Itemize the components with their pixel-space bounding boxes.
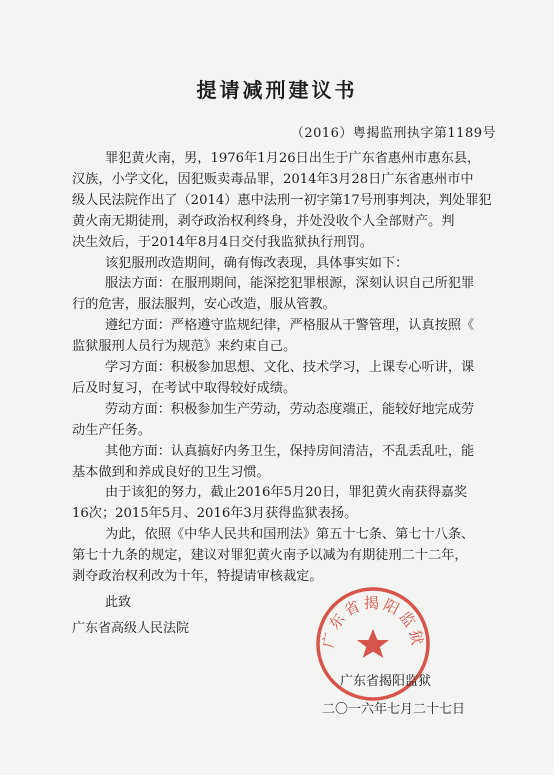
- body-line: 级人民法院作出了（2014）惠中法刑一初字第17号刑事判决，判处罪犯: [72, 192, 492, 208]
- body-line: 监狱服刑人员行为规范》来约束自己。: [72, 339, 297, 355]
- body-line: 汉族，小学文化，因犯贩卖毒品罪，2014年3月28日广东省惠州市中: [72, 171, 474, 187]
- salutation: 此致: [105, 595, 132, 610]
- body-line: 该犯服刑改造期间，确有悔改表现，具体事实如下：: [105, 255, 409, 271]
- body-line: 由于该犯的努力，截止2016年5月20日，罪犯黄火南获得嘉奖: [105, 485, 468, 501]
- seal-text: 广东省揭阳监狱: [319, 594, 427, 650]
- body-line: 基本做到和养成良好的卫生习惯。: [72, 464, 270, 480]
- addressee: 广东省高级人民法院: [72, 621, 190, 636]
- body-line: 黄火南无期徒刑，剥夺政治权利终身，并处没收个人全部财产。判: [72, 213, 455, 229]
- body-line: 学习方面：积极参加思想、文化、技术学习，上课专心听讲，课: [105, 360, 475, 375]
- body-line: 动生产任务。: [72, 422, 152, 438]
- body-line: 16次；2015年5月、2016年3月获得监狱表扬。: [72, 506, 358, 522]
- issue-date: 二〇一六年七月二十七日: [322, 702, 466, 717]
- document-title: 提请减刑建议书: [196, 78, 358, 102]
- body-line: 遵纪方面：严格遵守监规纪律，严格服从干警管理，认真按照《: [105, 318, 475, 334]
- document-number: （2016）粤揭监刑执字第1189号: [290, 126, 496, 141]
- body-line: 服法方面：在服刑期间，能深挖犯罪根源，深刻认识自己所犯罪: [105, 276, 475, 292]
- body-line: 决生效后，于2014年8月4日交付我监狱执行刑罚。: [72, 234, 373, 250]
- seal-star-icon: [357, 629, 389, 658]
- body-line: 为此，依照《中华人民共和国刑法》第五十七条、第七十八条、: [105, 527, 475, 543]
- body-line: 剥夺政治权利改为十年，特提请审核裁定。: [72, 569, 323, 584]
- body-line: 劳动方面：积极参加生产劳动，劳动态度端正，能较好地完成劳: [105, 401, 475, 417]
- body-line: 行的危害，服法服判，安心改造，服从管教。: [72, 297, 336, 313]
- body-line: 罪犯黄火南，男，1976年1月26日出生于广东省惠州市惠东县，: [105, 151, 481, 166]
- issuer-name: 广东省揭阳监狱: [340, 674, 432, 689]
- body-line: 其他方面：认真搞好内务卫生，保持房间清洁，不乱丢乱吐，能: [105, 443, 475, 459]
- body-line: 后及时复习，在考试中取得较好成绩。: [72, 380, 297, 396]
- body-line: 第七十九条的规定，建议对罪犯黄火南予以减为有期徒刑二十二年，: [72, 548, 468, 564]
